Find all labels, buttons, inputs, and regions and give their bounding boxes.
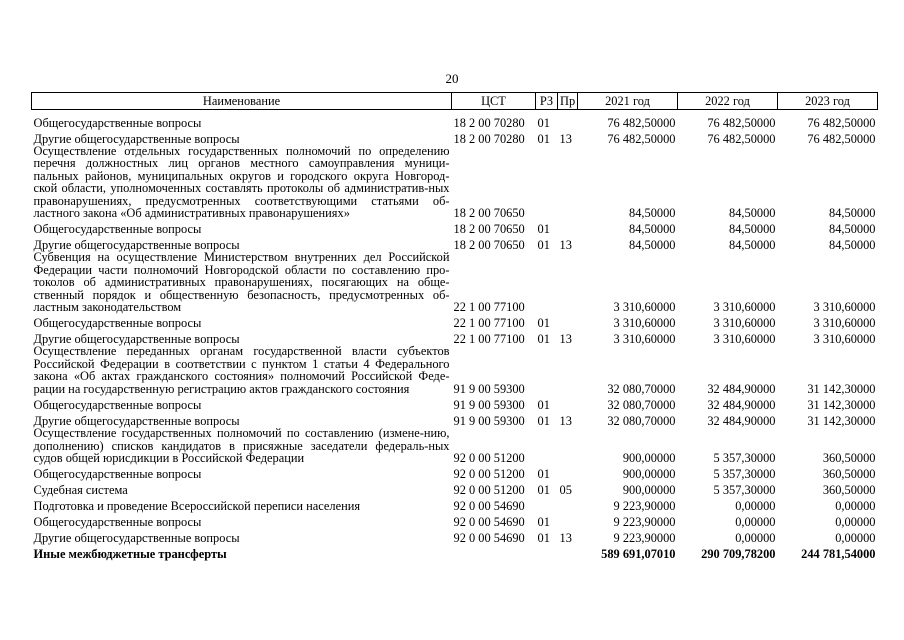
- row-pr: 05: [559, 482, 572, 497]
- row-value-2023: 3 310,60000: [813, 316, 876, 331]
- row-name: Другие общегосударственные вопросы: [33, 530, 240, 545]
- row-value-2022: 5 357,30000: [713, 482, 776, 497]
- row-value-2021: 3 310,60000: [613, 316, 676, 331]
- table-row: [32, 129, 878, 145]
- row-value-2021: 9 223,90000: [613, 498, 676, 513]
- row-value-2023: 3 310,60000: [813, 300, 876, 315]
- row-name: Общегосударственные вопросы: [33, 514, 202, 529]
- row-pr: [558, 219, 578, 235]
- row-rz: [536, 345, 558, 395]
- row-rz: 01: [537, 332, 550, 347]
- row-rz: 01: [537, 466, 550, 481]
- row-value-2023: 84,50000: [829, 206, 876, 221]
- row-value-2023: 3 310,60000: [813, 332, 876, 347]
- row-cst: 91 9 00 59300: [453, 397, 525, 412]
- row-rz: 01: [537, 316, 550, 331]
- table-body: [32, 110, 878, 561]
- row-pr: [558, 313, 578, 329]
- row-value-2023: 360,50000: [822, 450, 876, 465]
- table-header-row: [32, 93, 878, 110]
- row-value-2023: 84,50000: [829, 222, 876, 237]
- row-value-2021: 3 310,60000: [613, 300, 676, 315]
- row-name: Осуществление переданных органам государственной власти субъектов Российской Федерации в соответствии с пунктом 1 статьи 4 Федерального закона «Об актах гражданского состояния» полномочий Российской Феде-рации на государственную регистрацию актов гражданского состояния: [33, 344, 450, 396]
- table-row: [32, 512, 878, 528]
- table-row: [32, 313, 878, 329]
- row-value-2023: 31 142,30000: [807, 413, 876, 428]
- row-cst: 22 1 00 77100: [453, 332, 525, 347]
- row-value-2021: 9 223,90000: [613, 530, 676, 545]
- row-value-2023: 360,50000: [822, 482, 876, 497]
- table-row: [32, 345, 878, 395]
- row-pr: [558, 512, 578, 528]
- row-cst: 91 9 00 59300: [453, 381, 525, 396]
- row-name: Осуществление отдельных государственных полномочий по определению перечня должностных лиц органов местного самоуправления муници-пальных районов, муниципальных округов и городского округа Новгород-ской области, уполномоченных составлять протоколы об административ-ных правонарушениях, предусмотренных соответствующими статьями об-ластного закона «Об административных правонарушениях»: [33, 144, 450, 221]
- row-rz: 01: [537, 530, 550, 545]
- row-pr: [558, 427, 578, 464]
- row-rz: [536, 145, 558, 219]
- row-name: Другие общегосударственные вопросы: [33, 332, 240, 347]
- row-value-2021: 9 223,90000: [613, 514, 676, 529]
- table-row: [32, 219, 878, 235]
- row-value-2022: 32 484,90000: [707, 381, 776, 396]
- row-name: Другие общегосударственные вопросы: [33, 413, 240, 428]
- table-row: [32, 235, 878, 251]
- row-value-2022: 84,50000: [729, 238, 776, 253]
- row-rz: 01: [537, 222, 550, 237]
- row-value-2021: 3 310,60000: [613, 332, 676, 347]
- row-cst: 92 0 00 54690: [453, 514, 525, 529]
- row-pr: [558, 544, 578, 560]
- row-value-2022: 5 357,30000: [713, 450, 776, 465]
- row-value-2022: 32 484,90000: [707, 397, 776, 412]
- row-value-2021: 32 080,70000: [607, 397, 676, 412]
- row-value-2021: 589 691,07010: [601, 546, 676, 561]
- row-pr: [558, 251, 578, 313]
- row-value-2021: 900,00000: [622, 450, 676, 465]
- row-value-2023: 31 142,30000: [807, 397, 876, 412]
- table-row-total: [32, 544, 878, 560]
- table-row: [32, 251, 878, 313]
- row-pr: [558, 345, 578, 395]
- row-cst: 18 2 00 70280: [453, 131, 525, 146]
- row-name: Другие общегосударственные вопросы: [33, 131, 240, 146]
- header-pr: Пр: [558, 93, 578, 110]
- row-name: Общегосударственные вопросы: [33, 466, 202, 481]
- row-cst: 22 1 00 77100: [453, 316, 525, 331]
- row-value-2022: 32 484,90000: [707, 413, 776, 428]
- row-name: Общегосударственные вопросы: [33, 115, 202, 130]
- row-value-2022: 3 310,60000: [713, 300, 776, 315]
- row-rz: 01: [537, 413, 550, 428]
- row-cst: [452, 544, 536, 560]
- row-value-2021: 900,00000: [622, 466, 676, 481]
- header-rz: РЗ: [536, 93, 558, 110]
- row-pr: [558, 145, 578, 219]
- budget-table: [31, 92, 878, 560]
- row-value-2021: 84,50000: [629, 238, 676, 253]
- row-value-2023: 76 482,50000: [807, 131, 876, 146]
- row-value-2023: 0,00000: [835, 498, 876, 513]
- row-value-2022: 290 709,78200: [701, 546, 776, 561]
- table-row: [32, 464, 878, 480]
- table-row: [32, 480, 878, 496]
- row-name: Общегосударственные вопросы: [33, 397, 202, 412]
- table-row: [32, 329, 878, 345]
- row-pr: [558, 110, 578, 130]
- row-value-2021: 84,50000: [629, 222, 676, 237]
- row-rz: 01: [537, 131, 550, 146]
- table-row: [32, 145, 878, 219]
- row-cst: 92 0 00 54690: [453, 530, 525, 545]
- row-value-2023: 244 781,54000: [801, 546, 876, 561]
- row-pr: 13: [559, 131, 572, 146]
- row-value-2023: 31 142,30000: [807, 381, 876, 396]
- row-pr: 13: [559, 238, 572, 253]
- row-value-2022: 3 310,60000: [713, 332, 776, 347]
- row-value-2021: 76 482,50000: [607, 131, 676, 146]
- header-2022: 2022 год: [678, 93, 778, 110]
- row-rz: [536, 251, 558, 313]
- row-cst: 22 1 00 77100: [453, 300, 525, 315]
- row-pr: 13: [559, 332, 572, 347]
- row-cst: 18 2 00 70650: [453, 206, 525, 221]
- row-name: Другие общегосударственные вопросы: [33, 238, 240, 253]
- row-value-2023: 0,00000: [835, 514, 876, 529]
- row-value-2022: 76 482,50000: [707, 115, 776, 130]
- row-cst: 91 9 00 59300: [453, 413, 525, 428]
- row-value-2022: 5 357,30000: [713, 466, 776, 481]
- row-rz: 01: [537, 482, 550, 497]
- row-value-2022: 84,50000: [729, 222, 776, 237]
- row-rz: [536, 544, 558, 560]
- table-row: [32, 496, 878, 512]
- table-row: [32, 528, 878, 544]
- row-cst: 18 2 00 70650: [453, 238, 525, 253]
- row-name: Субвенция на осуществление Министерством внутренних дел Российской Федерации части полномочий Новгородской области по составлению про-токолов об административных правонарушениях, посягающих на обще-ственный порядок и общественную безопасность, предусмотренных об-ластным законодательством: [33, 250, 450, 315]
- row-pr: [558, 395, 578, 411]
- page-number: 20: [445, 71, 459, 86]
- row-cst: 92 0 00 51200: [453, 482, 525, 497]
- row-rz: [536, 496, 558, 512]
- row-value-2021: 84,50000: [629, 206, 676, 221]
- row-value-2021: 32 080,70000: [607, 413, 676, 428]
- row-value-2022: 0,00000: [735, 530, 776, 545]
- row-value-2022: 76 482,50000: [707, 131, 776, 146]
- row-rz: 01: [537, 115, 550, 130]
- table-row: [32, 427, 878, 464]
- row-name: Общегосударственные вопросы: [33, 222, 202, 237]
- row-rz: 01: [537, 514, 550, 529]
- header-2023: 2023 год: [778, 93, 878, 110]
- row-cst: 18 2 00 70280: [453, 115, 525, 130]
- row-value-2021: 900,00000: [622, 482, 676, 497]
- row-name: Осуществление государственных полномочий по составлению (измене-нию, дополнению) списков кандидатов в присяжные заседатели федераль-ных судов общей юрисдикции в Российской Федерации: [33, 426, 450, 465]
- row-name: Общегосударственные вопросы: [33, 316, 202, 331]
- row-cst: 92 0 00 51200: [453, 450, 525, 465]
- row-value-2023: 0,00000: [835, 530, 876, 545]
- row-name: Иные межбюджетные трансферты: [33, 546, 227, 561]
- row-value-2023: 76 482,50000: [807, 115, 876, 130]
- row-pr: [558, 464, 578, 480]
- row-pr: 13: [559, 530, 572, 545]
- row-value-2021: 76 482,50000: [607, 115, 676, 130]
- row-rz: 01: [537, 397, 550, 412]
- row-cst: 18 2 00 70650: [453, 222, 525, 237]
- row-cst: 92 0 00 51200: [453, 466, 525, 481]
- row-name: Судебная система: [33, 482, 128, 497]
- row-value-2021: 32 080,70000: [607, 381, 676, 396]
- table-row: [32, 411, 878, 427]
- table-row: [32, 395, 878, 411]
- row-value-2023: 360,50000: [822, 466, 876, 481]
- row-pr: [558, 496, 578, 512]
- row-value-2023: 84,50000: [829, 238, 876, 253]
- table-row: [32, 110, 878, 130]
- row-value-2022: 0,00000: [735, 498, 776, 513]
- row-name: Подготовка и проведение Всероссийской переписи населения: [33, 498, 361, 513]
- header-name: Наименование: [32, 93, 452, 110]
- row-value-2022: 3 310,60000: [713, 316, 776, 331]
- row-rz: 01: [537, 238, 550, 253]
- row-rz: [536, 427, 558, 464]
- row-cst: 92 0 00 54690: [453, 498, 525, 513]
- row-value-2022: 84,50000: [729, 206, 776, 221]
- row-value-2022: 0,00000: [735, 514, 776, 529]
- header-2021: 2021 год: [578, 93, 678, 110]
- row-pr: 13: [559, 413, 572, 428]
- header-cst: ЦСТ: [452, 93, 536, 110]
